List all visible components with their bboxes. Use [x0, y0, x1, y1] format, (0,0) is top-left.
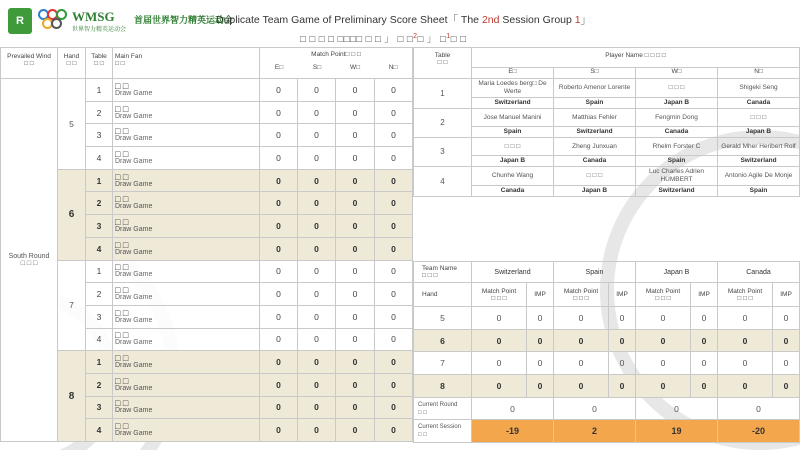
- player-row: [414, 138, 800, 156]
- current-session-value: -20: [718, 420, 800, 443]
- match-point-e: 0: [260, 192, 298, 215]
- score-table-header: [1, 48, 413, 79]
- match-point-e: 0: [260, 147, 298, 170]
- match-point-n: 0: [375, 79, 413, 102]
- team-imp: 0: [527, 307, 554, 330]
- table-number: 4: [86, 147, 113, 170]
- table-number: 1: [86, 351, 113, 374]
- imp-subheader: IMP: [691, 283, 718, 307]
- player-name: Rhelm Forster C: [636, 138, 718, 156]
- match-point-s: 0: [298, 260, 336, 283]
- match-point-n: 0: [375, 215, 413, 238]
- page-subtitle: □ □ □ □ □□□□ □ □ 」 □ □$^2$□ 」 □$^1$□ □: [300, 32, 467, 45]
- player-name: Roberto Amenor Lorente: [554, 79, 636, 98]
- hand-number: 6: [414, 329, 472, 352]
- team-header: Japan B: [636, 262, 718, 283]
- match-point-n: 0: [375, 101, 413, 124]
- player-team: Switzerland: [636, 186, 718, 197]
- team-imp: 0: [773, 375, 800, 398]
- current-round-value: 0: [636, 397, 718, 420]
- main-fan-cell: □ □ Draw Game: [113, 237, 260, 260]
- main-fan-cell: □ □ Draw Game: [113, 328, 260, 351]
- rings-logo-icon: [38, 9, 70, 33]
- score-row: [1, 260, 413, 283]
- match-point-subheader: Match Point □ □ □: [472, 283, 527, 307]
- team-match-point: 0: [554, 352, 609, 375]
- current-session-value: -19: [472, 420, 554, 443]
- match-point-w: 0: [336, 79, 375, 102]
- team-imp: 0: [527, 375, 554, 398]
- player-team: Switzerland: [718, 156, 800, 167]
- current-round-row: [414, 397, 800, 420]
- team-hand-row: [414, 352, 800, 375]
- table-number: 1: [86, 79, 113, 102]
- match-point-n: 0: [375, 396, 413, 419]
- prevailing-wind-header: Prevailed Wind □ □: [1, 48, 58, 79]
- match-point-e: 0: [260, 373, 298, 396]
- team-match-point: 0: [718, 375, 773, 398]
- match-point-e: 0: [260, 305, 298, 328]
- match-point-n: 0: [375, 169, 413, 192]
- match-point-subheader: Match Point □ □ □: [554, 283, 609, 307]
- player-name: Maria Loedes berg□ De Werte: [472, 79, 554, 98]
- team-imp: 0: [691, 352, 718, 375]
- table-number: 4: [86, 419, 113, 442]
- team-imp: 0: [527, 352, 554, 375]
- team-match-point: 0: [554, 329, 609, 352]
- match-point-s: 0: [298, 79, 336, 102]
- match-point-w: 0: [336, 283, 375, 306]
- player-name-header: Player Name □ □ □ □: [472, 48, 800, 68]
- team-imp: 0: [609, 352, 636, 375]
- player-team: Spain: [472, 127, 554, 138]
- dir-south: S□: [554, 68, 636, 79]
- team-header: Switzerland: [472, 262, 554, 283]
- player-name: Shigeki Seng: [718, 79, 800, 98]
- main-fan-cell: □ □ Draw Game: [113, 373, 260, 396]
- team-match-point: 0: [472, 375, 527, 398]
- table-number: 1: [86, 169, 113, 192]
- match-point-s: 0: [298, 373, 336, 396]
- main-fan-cell: □ □ Draw Game: [113, 79, 260, 102]
- match-point-n: 0: [375, 124, 413, 147]
- current-session-value: 19: [636, 420, 718, 443]
- player-name: Antonio Agile De Monje: [718, 167, 800, 186]
- player-name: Gerald Mher Heribert Rolf: [718, 138, 800, 156]
- match-point-s: 0: [298, 101, 336, 124]
- brand-subtitle: 世界智力精英运动会: [72, 27, 127, 33]
- player-name: □ □ □: [718, 109, 800, 127]
- team-match-point: 0: [472, 329, 527, 352]
- team-row: [414, 156, 800, 167]
- main-fan-cell: □ □ Draw Game: [113, 169, 260, 192]
- session-number: 2nd: [481, 14, 500, 26]
- player-name: □ □ □: [554, 167, 636, 186]
- player-name: Jose Manuel Manini: [472, 109, 554, 127]
- match-point-w: 0: [336, 101, 375, 124]
- match-point-w: 0: [336, 396, 375, 419]
- current-round-value: 0: [554, 397, 636, 420]
- hand-number: 7: [58, 260, 86, 351]
- team-imp: 0: [609, 329, 636, 352]
- team-header: Canada: [718, 262, 800, 283]
- match-point-s: 0: [298, 124, 336, 147]
- team-match-point: 0: [636, 375, 691, 398]
- hand-number: 6: [58, 169, 86, 260]
- team-hand-row: [414, 329, 800, 352]
- match-point-w: 0: [336, 124, 375, 147]
- match-point-n: 0: [375, 373, 413, 396]
- team-match-point: 0: [718, 329, 773, 352]
- main-fan-cell: □ □ Draw Game: [113, 124, 260, 147]
- match-point-e: 0: [260, 237, 298, 260]
- player-row: [414, 79, 800, 98]
- team-imp: 0: [609, 375, 636, 398]
- table-number: 3: [86, 396, 113, 419]
- player-team: Canada: [472, 186, 554, 197]
- player-team: Japan B: [636, 98, 718, 109]
- match-point-e: 0: [260, 101, 298, 124]
- table-number: 1: [86, 260, 113, 283]
- team-row: [414, 186, 800, 197]
- table-header: Table □ □: [86, 48, 113, 79]
- match-point-e: 0: [260, 215, 298, 238]
- match-point-n: 0: [375, 305, 413, 328]
- table-number: 4: [86, 328, 113, 351]
- match-point-s: 0: [298, 192, 336, 215]
- match-point-s: 0: [298, 169, 336, 192]
- table-number: 2: [86, 192, 113, 215]
- player-team: Canada: [636, 127, 718, 138]
- team-match-point: 0: [718, 352, 773, 375]
- current-session-row: [414, 420, 800, 443]
- match-point-s: 0: [298, 237, 336, 260]
- player-team: Switzerland: [472, 98, 554, 109]
- imp-subheader: IMP: [527, 283, 554, 307]
- main-fan-cell: □ □ Draw Game: [113, 305, 260, 328]
- match-point-subheader: Match Point □ □ □: [636, 283, 691, 307]
- team-match-point: 0: [636, 307, 691, 330]
- hand-label: Hand: [414, 283, 472, 307]
- team-match-point: 0: [554, 307, 609, 330]
- match-point-n: 0: [375, 351, 413, 374]
- main-fan-cell: □ □ Draw Game: [113, 283, 260, 306]
- team-imp: 0: [609, 307, 636, 330]
- team-imp: 0: [773, 352, 800, 375]
- group-number: 1: [574, 14, 581, 26]
- hand-number: 5: [414, 307, 472, 330]
- player-name: Chunhe Wang: [472, 167, 554, 186]
- imp-subheader: IMP: [773, 283, 800, 307]
- match-point-s: 0: [298, 328, 336, 351]
- player-name: Luc Charles Adrien HUMBERT: [636, 167, 718, 186]
- logo-icon: R: [8, 8, 32, 34]
- table-number: 3: [414, 138, 472, 167]
- match-point-n: 0: [375, 192, 413, 215]
- main-fan-cell: □ □ Draw Game: [113, 260, 260, 283]
- match-point-w: 0: [336, 260, 375, 283]
- match-point-e: 0: [260, 328, 298, 351]
- team-imp: 0: [691, 329, 718, 352]
- main-fan-cell: □ □ Draw Game: [113, 192, 260, 215]
- player-team: Spain: [636, 156, 718, 167]
- match-point-w: 0: [336, 192, 375, 215]
- player-name: □ □ □: [472, 138, 554, 156]
- score-row: [1, 79, 413, 102]
- match-point-w: 0: [336, 328, 375, 351]
- score-table: [0, 47, 413, 442]
- main-fan-cell: □ □ Draw Game: [113, 419, 260, 442]
- player-team: Switzerland: [554, 127, 636, 138]
- table-number: 4: [414, 167, 472, 197]
- brand-name: WMSG: [72, 9, 115, 24]
- match-point-w: 0: [336, 305, 375, 328]
- team-imp: 0: [527, 329, 554, 352]
- table-number: 2: [86, 283, 113, 306]
- match-point-e: 0: [260, 169, 298, 192]
- team-row: [414, 98, 800, 109]
- match-point-s: 0: [298, 396, 336, 419]
- match-point-w: 0: [336, 147, 375, 170]
- match-point-s: 0: [298, 147, 336, 170]
- hand-number: 7: [414, 352, 472, 375]
- player-team: Japan B: [554, 186, 636, 197]
- page-title: Duplicate Team Game of Preliminary Score Sheet「 The 2nd Session Group 1」: [216, 14, 592, 26]
- score-row: [1, 169, 413, 192]
- team-row: [414, 127, 800, 138]
- table-number: 1: [414, 79, 472, 109]
- main-fan-cell: □ □ Draw Game: [113, 215, 260, 238]
- match-point-header: Match Point□ □ □ E□ S□ W□ N□: [260, 48, 413, 79]
- dir-north: N□: [718, 68, 800, 79]
- player-row: [414, 109, 800, 127]
- table-number: 2: [86, 373, 113, 396]
- team-match-point: 0: [718, 307, 773, 330]
- match-point-w: 0: [336, 351, 375, 374]
- hand-header: Hand □ □: [58, 48, 86, 79]
- team-match-point: 0: [636, 352, 691, 375]
- current-round-label: Current Round □ □: [414, 397, 472, 420]
- player-name: Fengmin Dong: [636, 109, 718, 127]
- table-number: 3: [86, 215, 113, 238]
- dir-east: E□: [472, 68, 554, 79]
- match-point-e: 0: [260, 260, 298, 283]
- match-point-subheader: Match Point □ □ □: [718, 283, 773, 307]
- main-fan-cell: □ □ Draw Game: [113, 396, 260, 419]
- current-round-value: 0: [718, 397, 800, 420]
- player-name: Matthias Fehler: [554, 109, 636, 127]
- main-fan-cell: □ □ Draw Game: [113, 351, 260, 374]
- player-team: Japan B: [718, 127, 800, 138]
- team-score-table: [413, 261, 800, 443]
- team-match-point: 0: [472, 307, 527, 330]
- match-point-s: 0: [298, 283, 336, 306]
- match-point-n: 0: [375, 419, 413, 442]
- match-point-w: 0: [336, 169, 375, 192]
- player-name: Zheng Junxuan: [554, 138, 636, 156]
- brand-chinese: 首届世界智力精英运动会: [134, 15, 234, 25]
- match-point-s: 0: [298, 351, 336, 374]
- player-team: Spain: [554, 98, 636, 109]
- match-point-e: 0: [260, 79, 298, 102]
- team-match-point: 0: [472, 352, 527, 375]
- current-round-value: 0: [472, 397, 554, 420]
- player-team: Canada: [718, 98, 800, 109]
- player-name: □ □ □: [636, 79, 718, 98]
- imp-subheader: IMP: [609, 283, 636, 307]
- match-point-n: 0: [375, 328, 413, 351]
- match-point-s: 0: [298, 419, 336, 442]
- team-match-point: 0: [636, 329, 691, 352]
- table-number: 2: [86, 101, 113, 124]
- team-header: Spain: [554, 262, 636, 283]
- match-point-s: 0: [298, 215, 336, 238]
- table-number: 2: [414, 109, 472, 138]
- table-number: 3: [86, 124, 113, 147]
- team-imp: 0: [691, 307, 718, 330]
- match-point-n: 0: [375, 147, 413, 170]
- player-team: Spain: [718, 186, 800, 197]
- match-point-e: 0: [260, 124, 298, 147]
- hand-number: 5: [58, 79, 86, 170]
- team-imp: 0: [773, 307, 800, 330]
- match-point-n: 0: [375, 283, 413, 306]
- pn-table-header: Table □ □: [414, 48, 472, 79]
- match-point-w: 0: [336, 237, 375, 260]
- match-point-w: 0: [336, 215, 375, 238]
- player-team: Canada: [554, 156, 636, 167]
- match-point-w: 0: [336, 373, 375, 396]
- hand-number: 8: [58, 351, 86, 442]
- player-team: Japan B: [472, 156, 554, 167]
- team-imp: 0: [691, 375, 718, 398]
- hand-number: 8: [414, 375, 472, 398]
- match-point-e: 0: [260, 283, 298, 306]
- main-fan-header: Main Fan □ □: [113, 48, 260, 79]
- team-name-header: Team Name □ □ □: [414, 262, 472, 283]
- team-match-point: 0: [554, 375, 609, 398]
- table-number: 4: [86, 237, 113, 260]
- team-hand-row: [414, 307, 800, 330]
- match-point-w: 0: [336, 419, 375, 442]
- main-fan-cell: □ □ Draw Game: [113, 101, 260, 124]
- team-imp: 0: [773, 329, 800, 352]
- current-session-label: Current Session □ □: [414, 420, 472, 443]
- match-point-n: 0: [375, 260, 413, 283]
- score-row: [1, 351, 413, 374]
- match-point-s: 0: [298, 305, 336, 328]
- player-row: [414, 167, 800, 186]
- table-number: 3: [86, 305, 113, 328]
- round-label: South Round □ □ □: [1, 79, 58, 442]
- player-name-table: [413, 47, 800, 197]
- dir-west: W□: [636, 68, 718, 79]
- main-fan-cell: □ □ Draw Game: [113, 147, 260, 170]
- match-point-n: 0: [375, 237, 413, 260]
- team-hand-row: [414, 375, 800, 398]
- match-point-e: 0: [260, 419, 298, 442]
- current-session-value: 2: [554, 420, 636, 443]
- match-point-e: 0: [260, 396, 298, 419]
- match-point-e: 0: [260, 351, 298, 374]
- header: [0, 0, 800, 46]
